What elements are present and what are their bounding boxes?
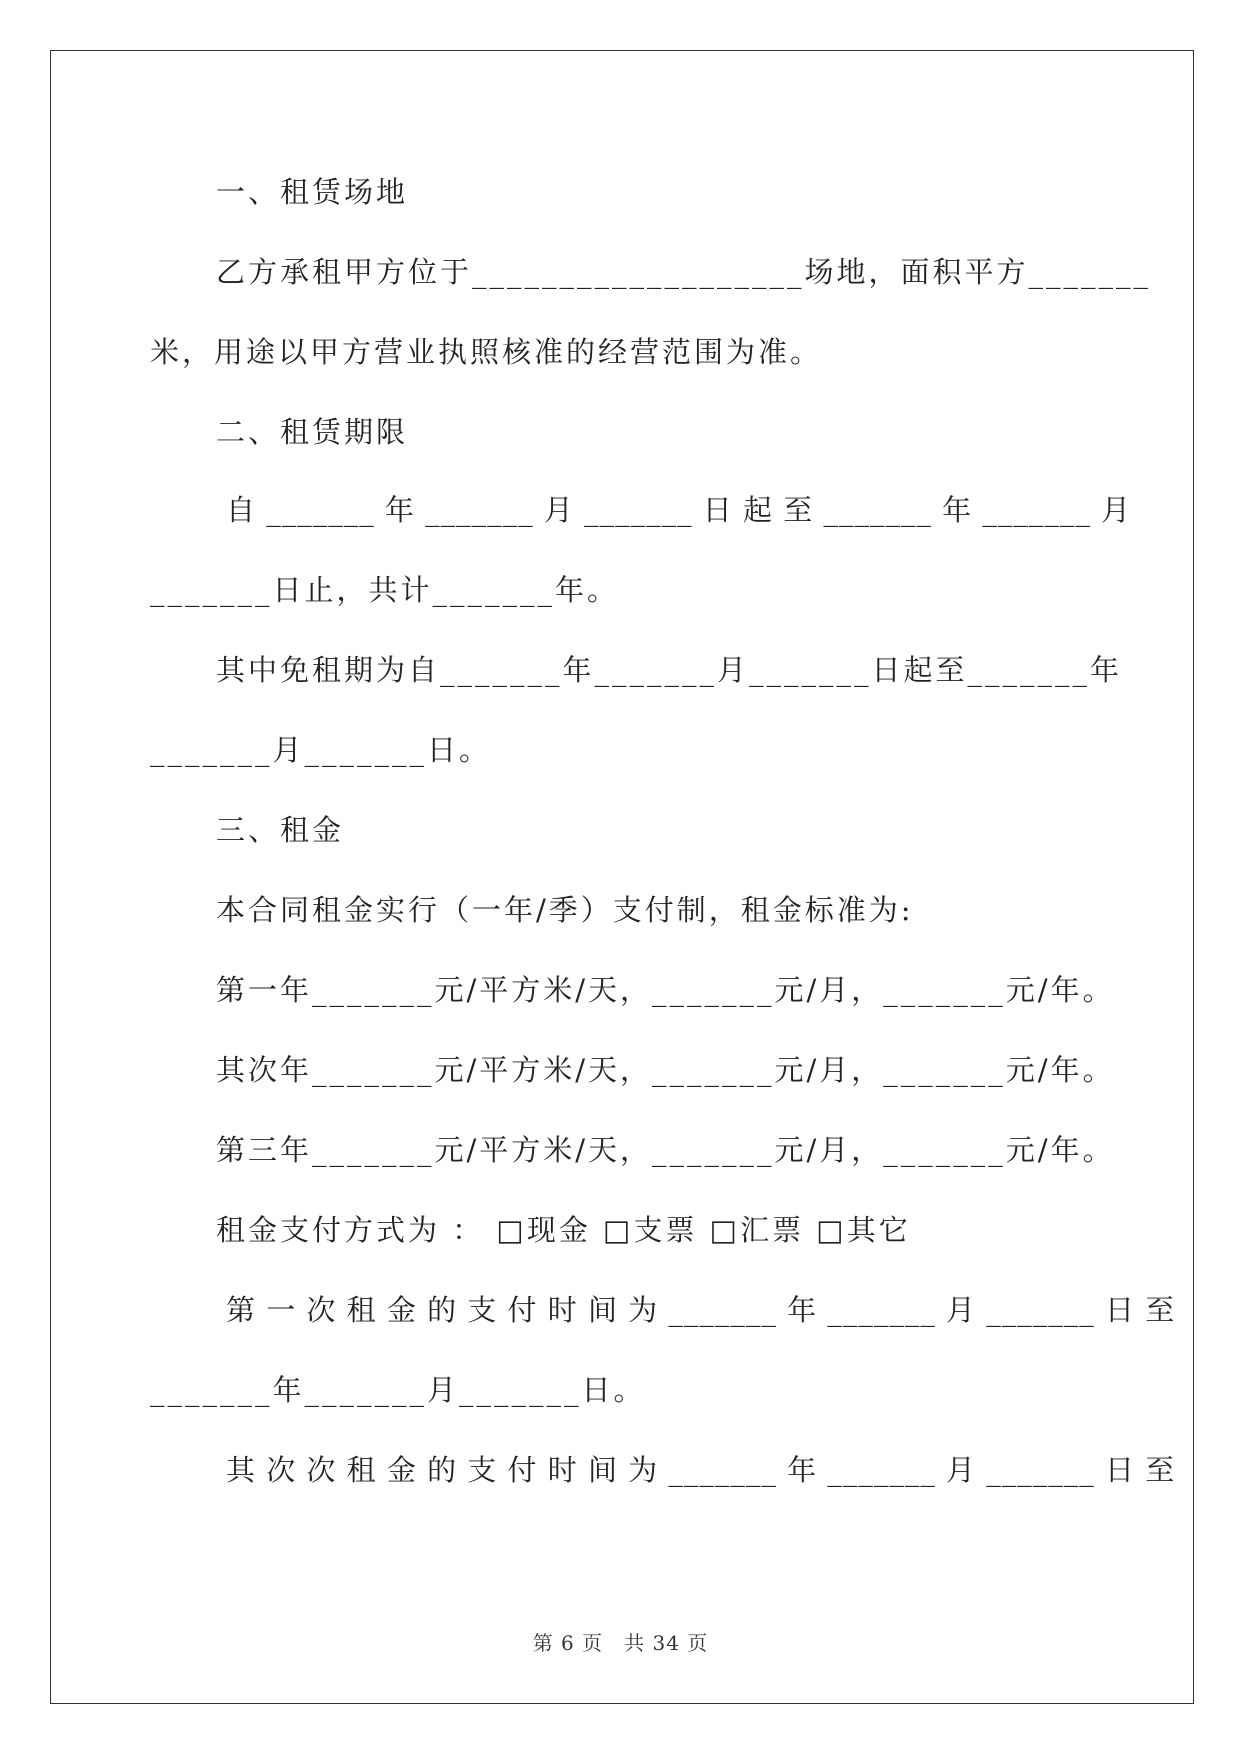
section-heading-lease-term: 二、租赁期限 [216,415,409,449]
paragraph-line: _______月_______日。 [150,733,492,767]
paragraph-line: 其 次 次 租 金 的 支 付 时 间 为 _______ 年 _______ 月 _______ 日 至 [226,1453,1176,1487]
payment-method-line: 租金支付方式为 ： □现金 □支票 □汇票 □其它 [216,1213,911,1247]
paragraph-line: 本合同租金实行（一年/季）支付制，租金标准为: [216,893,914,927]
rent-year-1: 第一年_______元/平方米/天，_______元/月，_______元/年。 [216,973,1115,1007]
paragraph-line: 自 _______ 年 _______ 月 _______ 日 起 至 _______ 年 _______ 月 [226,493,1132,527]
paragraph-line: _______年_______月_______日。 [150,1373,646,1407]
rent-year-2: 其次年_______元/平方米/天，_______元/月，_______元/年。 [216,1053,1115,1087]
rent-year-3: 第三年_______元/平方米/天，_______元/月，_______元/年。 [216,1133,1115,1167]
paragraph-line: 米，用途以甲方营业执照核准的经营范围为准。 [150,335,823,369]
section-heading-rent: 三、租金 [216,813,345,847]
section-heading-lease-site: 一、租赁场地 [216,175,409,209]
paragraph-line: 乙方承租甲方位于___________________场地，面积平方_______ [216,255,1152,289]
page-number-footer: 第 6 页 共 34 页 [532,1631,709,1655]
paragraph-line: 其中免租期为自_______年_______月_______日起至_______年 [216,653,1123,687]
paragraph-line: 第 一 次 租 金 的 支 付 时 间 为 _______ 年 _______ 月 _______ 日 至 [226,1293,1176,1327]
paragraph-line: _______日止，共计_______年。 [150,573,620,607]
